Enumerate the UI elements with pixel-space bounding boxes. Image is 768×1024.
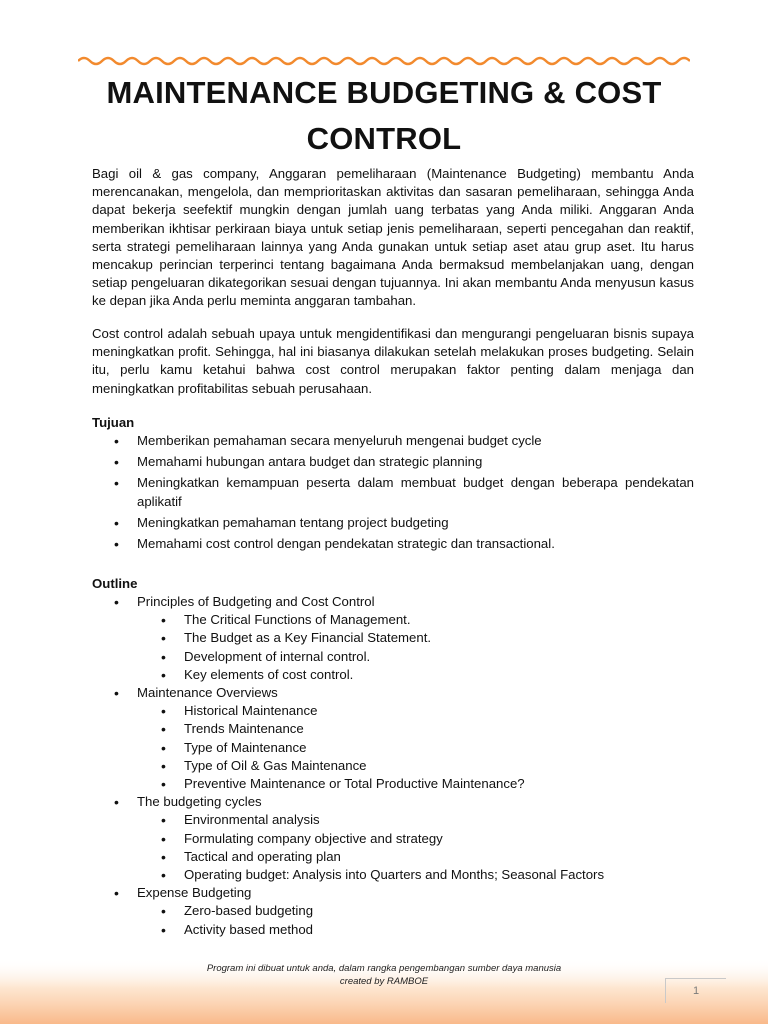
outline-subitem: • The Critical Functions of Management.	[137, 611, 694, 629]
outline-section-label: Maintenance Overviews	[137, 685, 278, 701]
outline-subitem: • Type of Oil & Gas Maintenance	[137, 757, 694, 775]
outline-sublist	[137, 702, 694, 793]
outline-sublist	[137, 902, 694, 938]
outline-subitem: • Environmental analysis	[137, 811, 694, 829]
page-title	[80, 70, 688, 162]
outline-subitem: • Tactical and operating plan	[137, 848, 694, 866]
outline-section-label: Principles of Budgeting and Cost Control	[137, 594, 375, 609]
title-line-1: MAINTENANCE BUDGETING & COST	[106, 75, 662, 110]
title-line-2: CONTROL	[306, 121, 462, 156]
outline-subitem: • The Budget as a Key Financial Statement.	[137, 629, 694, 647]
outline-subitem: • Historical Maintenance	[137, 702, 694, 720]
decorative-wave-divider	[78, 54, 690, 68]
outline-subitem: • Activity based method	[137, 921, 694, 939]
tujuan-item: • Memahami hubungan antara budget dan strategic planning	[92, 453, 694, 472]
outline-subitem: • Operating budget: Analysis into Quarters and Months; Seasonal Factors	[137, 866, 694, 884]
outline-heading: Outline	[92, 576, 138, 591]
outline-subitem: • Key elements of cost control.	[137, 666, 694, 684]
outline-subitem: • Type of Maintenance	[137, 739, 694, 757]
paragraph-maintenance-budgeting: Bagi oil & gas company, Anggaran pemeliharaan (Maintenance Budgeting) membantu Anda merencanakan, mengelola, dan memprioritaskan aktivitas dan sasaran pemeliharaan, sehingga Anda dapat bekerja seefektif mungkin dengan jumlah uang terbatas yang Anda miliki. Anggaran Anda memberikan ikhtisar perkiraan biaya untuk setiap jenis pemeliharaan, seperti pencegahan dan reaktif, serta strategi pemeliharaan lainnya yang Anda gunakan untuk setiap aset atau grup aset. Itu harus mencakup perincian terperinci tentang bagaimana Anda bermaksud membelanjakan uang, dengan setiap pengeluaran dikategorikan sesuai dengan tujuannya. Ini akan membantu Anda menyusun kasus ke depan jika Anda perlu meminta anggaran tambahan.	[92, 166, 694, 309]
outline-section	[92, 793, 694, 884]
tujuan-item: • Meningkatkan pemahaman tentang project budgeting	[92, 514, 694, 533]
page-number: 1	[665, 978, 726, 1003]
outline-subitem: • Trends Maintenance	[137, 720, 694, 738]
footer-credit: created by RAMBOE	[339, 976, 429, 987]
outline-subitem: • Formulating company objective and strategy	[137, 830, 694, 848]
tujuan-item: • Memahami cost control dengan pendekatan strategic dan transactional.	[92, 535, 694, 554]
outline-section	[92, 684, 694, 793]
footer-program-note: Program ini dibuat untuk anda, dalam rangka pengembangan sumber daya manusia	[206, 963, 562, 974]
outline-section-label: The budgeting cycles	[137, 794, 262, 810]
outline-subitem: • Development of internal control.	[137, 648, 694, 666]
tujuan-item: • Memberikan pemahaman secara menyeluruh mengenai budget cycle	[92, 432, 694, 451]
page-footer	[0, 962, 768, 988]
outline-list	[92, 593, 694, 939]
tujuan-list	[92, 432, 694, 557]
outline-sublist	[137, 811, 694, 884]
outline-section	[92, 593, 694, 684]
outline-section	[92, 884, 694, 939]
paragraph-cost-control: Cost control adalah sebuah upaya untuk mengidentifikasi dan mengurangi pengeluaran bisnis supaya meningkatkan profit. Sehingga, hal ini biasanya dilakukan setelah melakukan proses budgeting. Selain itu, perlu kamu ketahui bahwa cost control merupakan faktor penting dalam menjaga dan meningkatkan profitabilitas sebuah perusahaan.	[92, 326, 694, 396]
outline-section-label: Expense Budgeting	[137, 885, 252, 901]
tujuan-item: • Meningkatkan kemampuan peserta dalam membuat budget dengan beberapa pendekatan aplikatif	[92, 474, 694, 511]
outline-sublist	[137, 611, 694, 684]
outline-subitem: • Preventive Maintenance or Total Productive Maintenance?	[137, 775, 694, 793]
tujuan-heading: Tujuan	[92, 415, 135, 430]
outline-subitem: • Zero-based budgeting	[137, 902, 694, 920]
